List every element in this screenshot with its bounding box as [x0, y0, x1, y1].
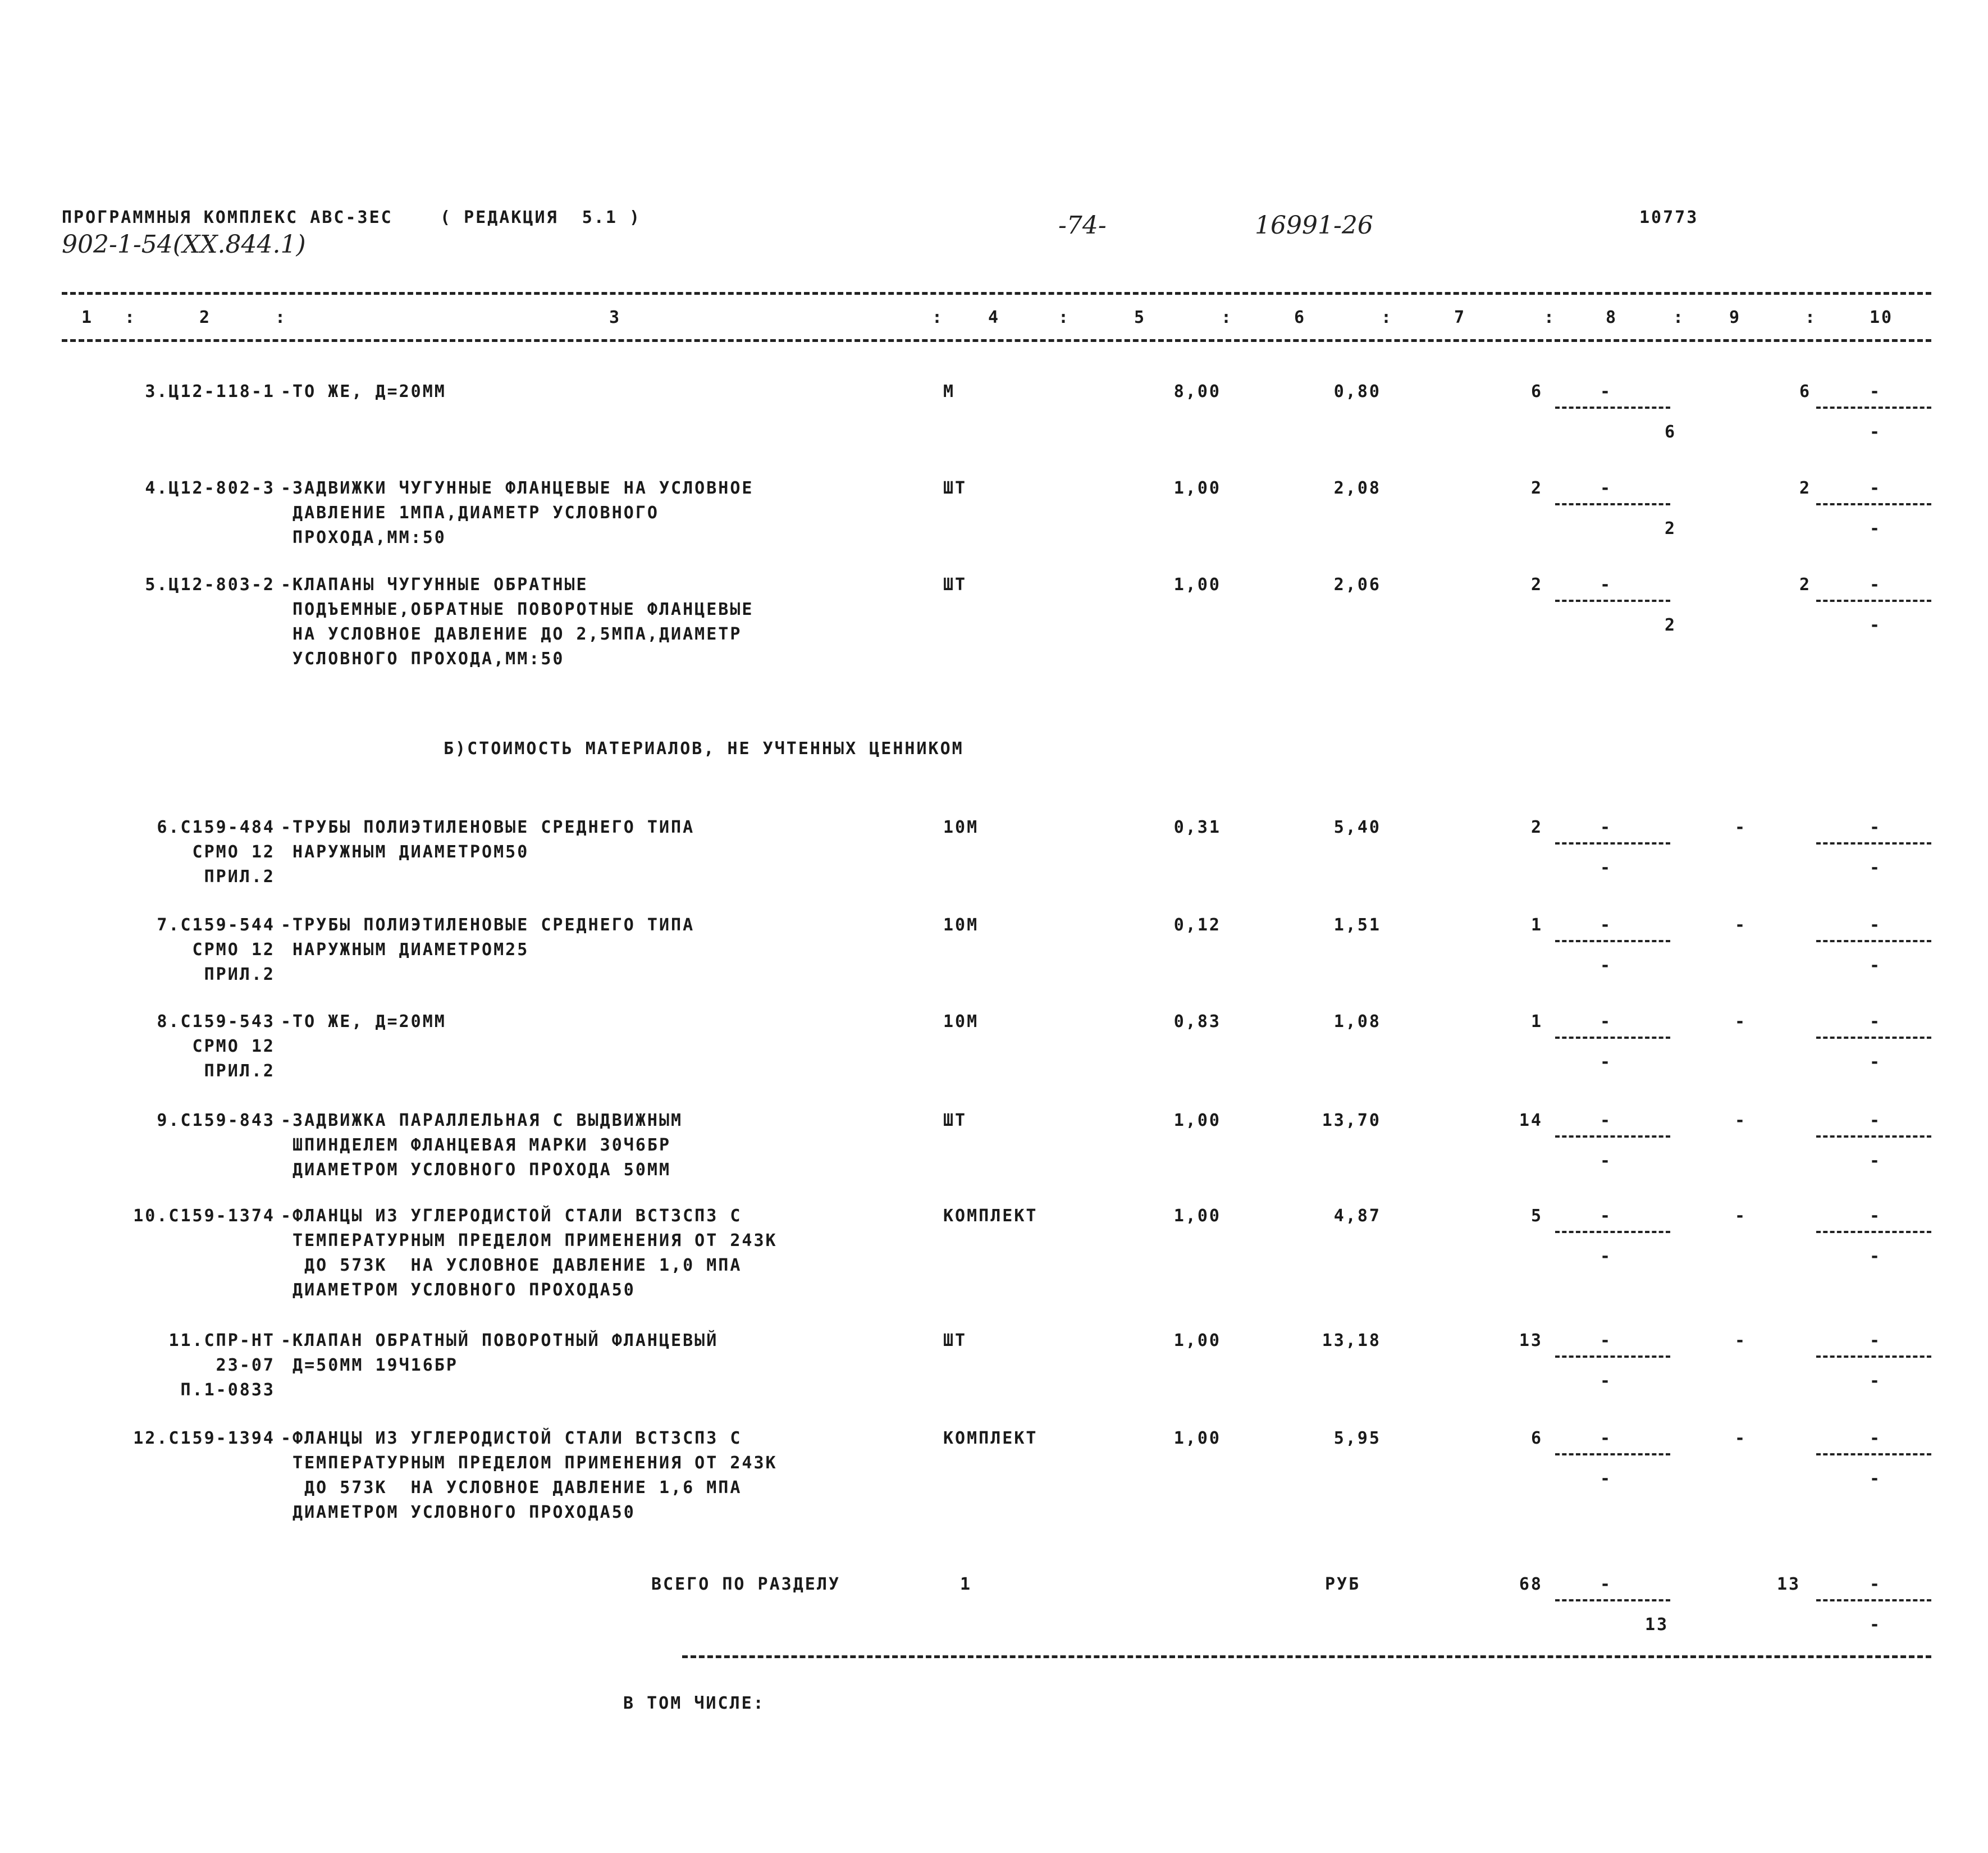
total-col8-top: -: [1600, 1574, 1612, 1594]
row-quantity: 1,00: [1173, 478, 1221, 498]
row-description: -ФЛАНЦЫ ИЗ УГЛЕРОДИСТОЙ СТАЛИ ВСТ3СП3 С ТЕМПЕРАТУРНЫМ ПРЕДЕЛОМ ПРИМЕНЕНИЯ ОТ 243К ДО 573К НА УСЛОВНОЕ ДАВЛЕНИЕ 1,6 МПА ДИАМЕТРОМ УСЛОВНОГО ПРОХОДА50: [281, 1428, 778, 1522]
row-code: 12.С159-1394: [133, 1428, 275, 1448]
row-unit: 10М: [943, 818, 979, 837]
row-quantity: 1,00: [1173, 1206, 1221, 1226]
row-col9: -: [1735, 818, 1747, 837]
row-col8-bottom: 2: [1665, 615, 1677, 635]
row-col10-top: -: [1870, 575, 1882, 595]
row-col10-fraction: [1816, 600, 1931, 602]
row-quantity: 8,00: [1173, 382, 1221, 401]
row-col9: -: [1735, 915, 1747, 935]
row-col10-top: -: [1870, 478, 1882, 498]
column-separator: :: [275, 308, 287, 327]
row-unit: ШТ: [943, 1111, 967, 1130]
row-col10-top: -: [1870, 1111, 1882, 1130]
row-description: -ЗАДВИЖКИ ЧУГУННЫЕ ФЛАНЦЕВЫЕ НА УСЛОВНОЕ ДАВЛЕНИЕ 1МПА,ДИАМЕТР УСЛОВНОГО ПРОХОДА,ММ:50: [281, 478, 754, 547]
column-header-6: 6: [1294, 308, 1306, 327]
row-col8-fraction: [1555, 1135, 1670, 1138]
row-col8-fraction: [1555, 842, 1670, 845]
row-col10-bottom: -: [1870, 1052, 1882, 1072]
project-code: 902-1-54(XX.844.1): [62, 230, 306, 259]
total-section-number: 1: [960, 1574, 972, 1594]
row-unit-price: 2,06: [1333, 575, 1381, 595]
row-col8-top: -: [1600, 1111, 1612, 1130]
row-col10-fraction: [1816, 940, 1931, 942]
row-col10-top: -: [1870, 915, 1882, 935]
row-quantity: 1,00: [1173, 575, 1221, 595]
row-unit: М: [943, 382, 956, 401]
column-header-8: 8: [1606, 308, 1618, 327]
row-quantity: 1,00: [1173, 1111, 1221, 1130]
footer-text: В ТОМ ЧИСЛЕ:: [623, 1694, 765, 1713]
row-col8-top: -: [1600, 1428, 1612, 1448]
row-code: 10.С159-1374: [133, 1206, 275, 1226]
row-col8-top: -: [1600, 1331, 1612, 1350]
row-code: 3.Ц12-118-1: [145, 382, 275, 401]
row-col10-fraction: [1816, 1037, 1931, 1039]
row-col10-bottom: -: [1870, 519, 1882, 538]
row-col10-top: -: [1870, 1206, 1882, 1226]
row-description: -ЗАДВИЖКА ПАРАЛЛЕЛЬНАЯ С ВЫДВИЖНЫМ ШПИНДЕЛЕМ ФЛАНЦЕВАЯ МАРКИ 30Ч6БР ДИАМЕТРОМ УСЛОВНОГО ПРОХОДА 50ММ: [281, 1111, 683, 1180]
row-col10-fraction: [1816, 1135, 1931, 1138]
row-col10-bottom: -: [1870, 422, 1882, 442]
row-unit-price: 4,87: [1333, 1206, 1381, 1226]
row-col10-fraction: [1816, 1231, 1931, 1233]
column-header-9: 9: [1729, 308, 1742, 327]
row-unit-price: 13,18: [1322, 1331, 1381, 1350]
row-col8-fraction: [1555, 1453, 1670, 1455]
footer-rule: [682, 1655, 1931, 1658]
row-col8-bottom: 2: [1665, 519, 1677, 538]
row-col8-fraction: [1555, 1355, 1670, 1358]
row-col8-top: -: [1600, 915, 1612, 935]
row-code: 11.СПР-НТ 23-07 П.1-0833: [168, 1331, 275, 1400]
row-col10-left: 2: [1799, 478, 1812, 498]
row-col10-top: -: [1870, 818, 1882, 837]
total-col9: 13: [1777, 1574, 1801, 1594]
header-top-rule: [62, 292, 1931, 295]
row-unit: ШТ: [943, 478, 967, 498]
row-col10-bottom: -: [1870, 1151, 1882, 1171]
row-col10-bottom: -: [1870, 1469, 1882, 1489]
total-cost: 68: [1519, 1574, 1543, 1594]
row-col10-left: 2: [1799, 575, 1812, 595]
row-quantity: 1,00: [1173, 1428, 1221, 1448]
row-description: -ТРУБЫ ПОЛИЭТИЛЕНОВЫЕ СРЕДНЕГО ТИПА НАРУЖНЫМ ДИАМЕТРОМ25: [281, 915, 695, 960]
row-col10-fraction: [1816, 1355, 1931, 1358]
row-description: -ТО ЖЕ, Д=20ММ: [281, 1012, 446, 1032]
row-unit: КОМПЛЕКТ: [943, 1206, 1038, 1226]
row-quantity: 0,12: [1173, 915, 1221, 935]
row-col10-fraction: [1816, 842, 1931, 845]
row-total-cost: 2: [1530, 575, 1543, 595]
row-total-cost: 6: [1530, 382, 1543, 401]
row-quantity: 0,31: [1173, 818, 1221, 837]
row-unit: ШТ: [943, 1331, 967, 1350]
row-col8-bottom: 6: [1665, 422, 1677, 442]
row-code: 4.Ц12-802-3: [145, 478, 275, 498]
row-col8-bottom: -: [1600, 956, 1612, 975]
row-unit-price: 5,40: [1333, 818, 1381, 837]
column-header-1: 1: [81, 308, 94, 327]
row-col8-bottom: -: [1600, 1247, 1612, 1266]
column-separator: :: [1381, 308, 1393, 327]
column-header-5: 5: [1134, 308, 1146, 327]
row-total-cost: 6: [1530, 1428, 1543, 1448]
row-total-cost: 2: [1530, 818, 1543, 837]
row-unit-price: 2,08: [1333, 478, 1381, 498]
page-number: -74-: [1058, 211, 1107, 240]
row-unit-price: 13,70: [1322, 1111, 1381, 1130]
column-separator: :: [1544, 308, 1556, 327]
row-unit-price: 1,51: [1333, 915, 1381, 935]
total-col8-fraction: [1555, 1599, 1670, 1601]
row-total-cost: 1: [1530, 915, 1543, 935]
row-col10-top: -: [1870, 382, 1882, 401]
row-code: 8.С159-543 СРМО 12 ПРИЛ.2: [157, 1012, 275, 1081]
row-total-cost: 13: [1519, 1331, 1543, 1350]
column-header-2: 2: [199, 308, 212, 327]
row-col8-bottom: -: [1600, 1052, 1612, 1072]
row-col10-top: -: [1870, 1428, 1882, 1448]
row-col9: -: [1735, 1111, 1747, 1130]
row-col8-top: -: [1600, 575, 1612, 595]
row-col8-top: -: [1600, 1206, 1612, 1226]
row-description: -КЛАПАН ОБРАТНЫЙ ПОВОРОТНЫЙ ФЛАНЦЕВЫЙ Д=50ММ 19Ч16БР: [281, 1331, 719, 1375]
total-col10-fraction: [1816, 1599, 1931, 1601]
row-col9: -: [1735, 1331, 1747, 1350]
row-col8-fraction: [1555, 1231, 1670, 1233]
total-label: ВСЕГО ПО РАЗДЕЛУ: [651, 1574, 840, 1594]
row-description: -ФЛАНЦЫ ИЗ УГЛЕРОДИСТОЙ СТАЛИ ВСТ3СП3 С ТЕМПЕРАТУРНЫМ ПРЕДЕЛОМ ПРИМЕНЕНИЯ ОТ 243К ДО 573К НА УСЛОВНОЕ ДАВЛЕНИЕ 1,0 МПА ДИАМЕТРОМ УСЛОВНОГО ПРОХОДА50: [281, 1206, 778, 1300]
column-separator: :: [1221, 308, 1233, 327]
total-col8-bottom: 13: [1645, 1615, 1669, 1635]
header-bottom-rule: [62, 339, 1931, 342]
row-col8-top: -: [1600, 818, 1612, 837]
row-code: 5.Ц12-803-2: [145, 575, 275, 595]
row-unit: ШТ: [943, 575, 967, 595]
row-col9: -: [1735, 1206, 1747, 1226]
total-currency: РУБ: [1325, 1574, 1361, 1594]
column-header-10: 10: [1870, 308, 1894, 327]
total-col10-bottom: -: [1870, 1615, 1882, 1635]
row-total-cost: 14: [1519, 1111, 1543, 1130]
total-col10-top: -: [1870, 1574, 1882, 1594]
row-col10-top: -: [1870, 1331, 1882, 1350]
row-unit-price: 1,08: [1333, 1012, 1381, 1032]
section-heading: Б)СТОИМОСТЬ МАТЕРИАЛОВ, НЕ УЧТЕННЫХ ЦЕННИКОМ: [444, 739, 964, 759]
row-col10-left: 6: [1799, 382, 1812, 401]
row-col10-bottom: -: [1870, 956, 1882, 975]
column-header-7: 7: [1454, 308, 1466, 327]
row-col8-fraction: [1555, 407, 1670, 409]
document-number: 16991-26: [1255, 211, 1373, 240]
row-unit-price: 0,80: [1333, 382, 1381, 401]
row-total-cost: 2: [1530, 478, 1543, 498]
row-col10-fraction: [1816, 503, 1931, 505]
row-col8-fraction: [1555, 1037, 1670, 1039]
row-col10-fraction: [1816, 407, 1931, 409]
row-col8-top: -: [1600, 478, 1612, 498]
row-col10-fraction: [1816, 1453, 1931, 1455]
row-description: -ТРУБЫ ПОЛИЭТИЛЕНОВЫЕ СРЕДНЕГО ТИПА НАРУЖНЫМ ДИАМЕТРОМ50: [281, 818, 695, 862]
row-col10-bottom: -: [1870, 615, 1882, 635]
row-col10-bottom: -: [1870, 1371, 1882, 1391]
row-code: 9.С159-843: [157, 1111, 275, 1130]
row-col10-top: -: [1870, 1012, 1882, 1032]
row-col8-bottom: -: [1600, 1371, 1612, 1391]
row-col8-bottom: -: [1600, 1151, 1612, 1171]
column-separator: :: [1058, 308, 1071, 327]
row-unit-price: 5,95: [1333, 1428, 1381, 1448]
column-header-3: 3: [609, 308, 621, 327]
row-description: -КЛАПАНЫ ЧУГУННЫЕ ОБРАТНЫЕ ПОДЪЕМНЫЕ,ОБРАТНЫЕ ПОВОРОТНЫЕ ФЛАНЦЕВЫЕ НА УСЛОВНОЕ ДАВЛЕНИЕ ДО 2,5МПА,ДИАМЕТР УСЛОВНОГО ПРОХОДА,ММ:50: [281, 575, 754, 669]
row-col8-top: -: [1600, 1012, 1612, 1032]
row-col9: -: [1735, 1012, 1747, 1032]
row-quantity: 1,00: [1173, 1331, 1221, 1350]
row-col8-bottom: -: [1600, 858, 1612, 878]
row-col9: -: [1735, 1428, 1747, 1448]
code-number: 10773: [1639, 208, 1699, 227]
row-col8-bottom: -: [1600, 1469, 1612, 1489]
row-unit: 10М: [943, 1012, 979, 1032]
column-separator: :: [932, 308, 944, 327]
row-col10-bottom: -: [1870, 858, 1882, 878]
row-col8-fraction: [1555, 503, 1670, 505]
row-col10-bottom: -: [1870, 1247, 1882, 1266]
row-col8-fraction: [1555, 600, 1670, 602]
column-header-4: 4: [988, 308, 1000, 327]
column-separator: :: [1805, 308, 1817, 327]
row-total-cost: 5: [1530, 1206, 1543, 1226]
column-separator: :: [125, 308, 137, 327]
row-total-cost: 1: [1530, 1012, 1543, 1032]
row-quantity: 0,83: [1173, 1012, 1221, 1032]
row-unit: 10М: [943, 915, 979, 935]
column-separator: :: [1673, 308, 1685, 327]
row-code: 6.С159-484 СРМО 12 ПРИЛ.2: [157, 818, 275, 887]
row-code: 7.С159-544 СРМО 12 ПРИЛ.2: [157, 915, 275, 984]
row-description: -ТО ЖЕ, Д=20ММ: [281, 382, 446, 401]
row-unit: КОМПЛЕКТ: [943, 1428, 1038, 1448]
row-col8-top: -: [1600, 382, 1612, 401]
program-header: ПРОГРАММНЫЯ КОМПЛЕКС АВС-ЗЕС ( РЕДАКЦИЯ 5.1 ): [62, 208, 642, 227]
row-col8-fraction: [1555, 940, 1670, 942]
